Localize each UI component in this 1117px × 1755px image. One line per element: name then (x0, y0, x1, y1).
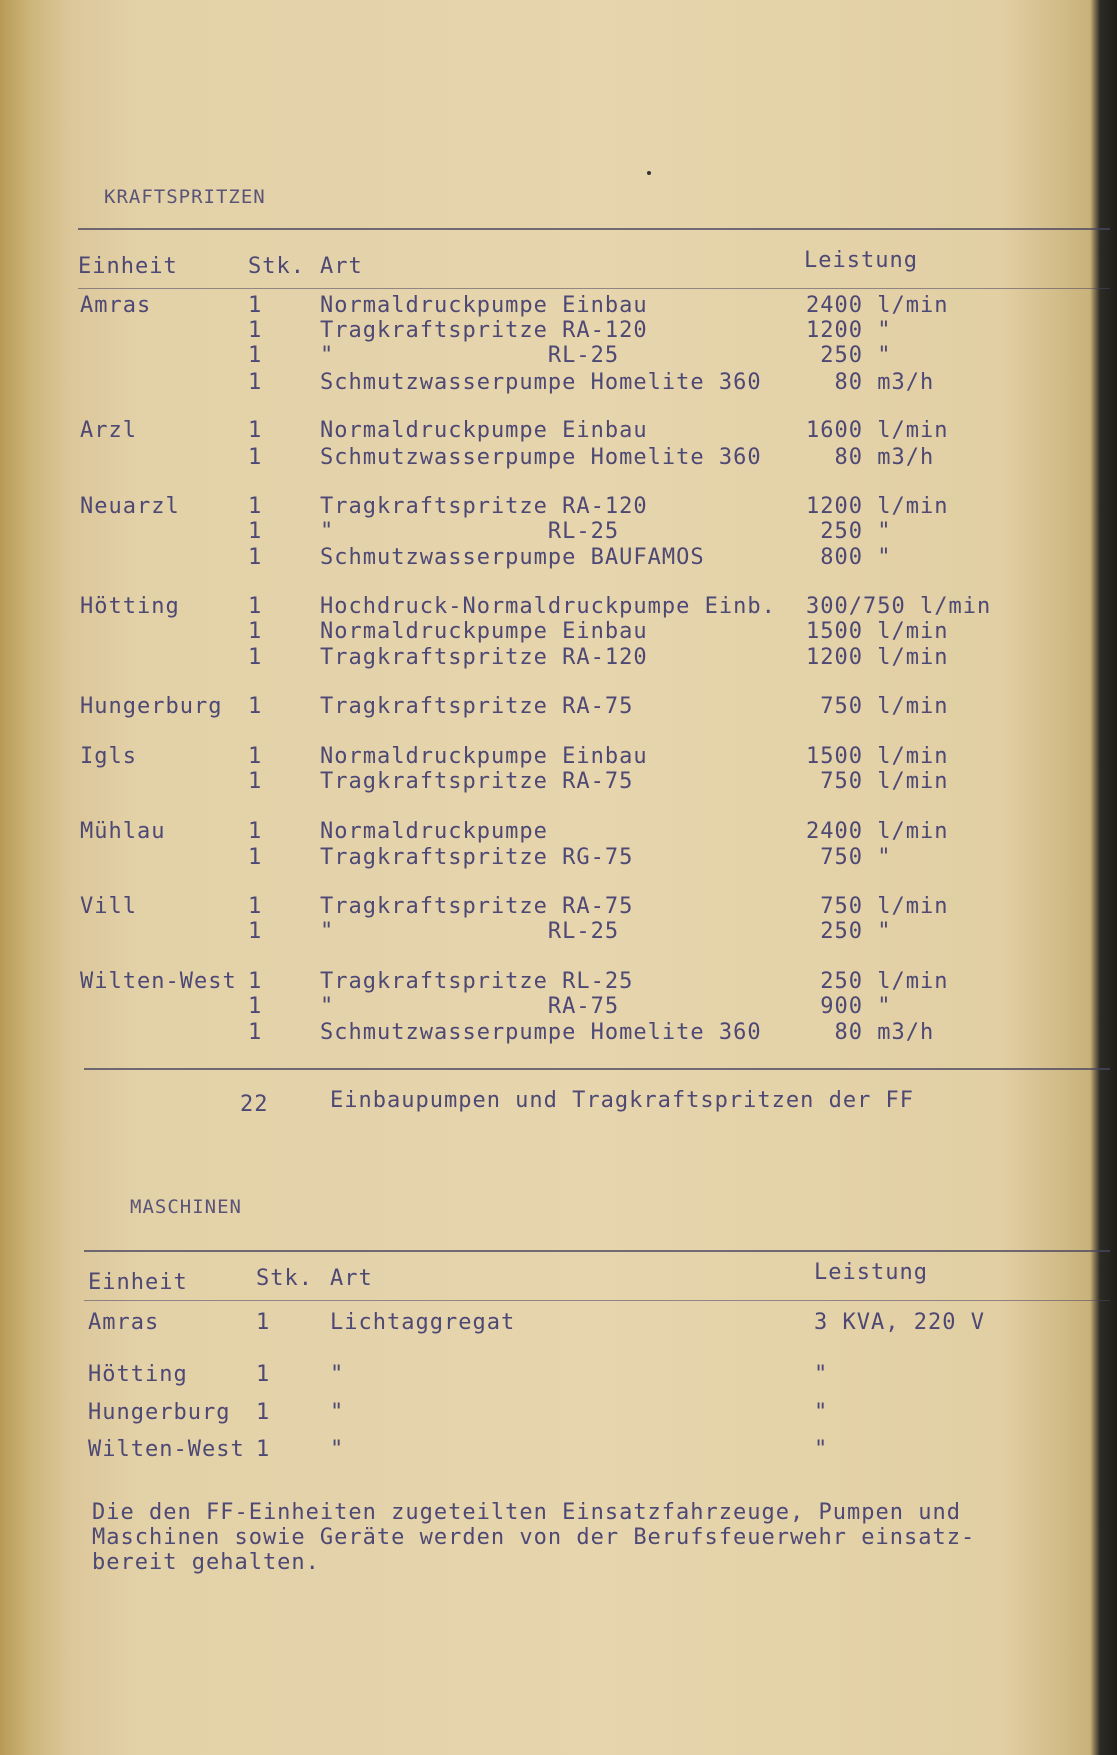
col-header-art: Art (320, 254, 363, 279)
kraft-row-leistung: 1500 l/min (806, 619, 949, 644)
kraft-row-stk: 1 (248, 845, 263, 870)
col-header-einheit: Einheit (78, 254, 178, 279)
kraft-row-art: Tragkraftspritze RL-25 (320, 969, 634, 994)
masch-row-stk: 1 (256, 1310, 271, 1335)
kraft-row-art: Tragkraftspritze RA-120 (320, 645, 648, 670)
footnote-line-1: Die den FF-Einheiten zugeteilten Einsatzfahrzeuge, Pumpen und (92, 1500, 961, 1525)
kraft-row-art: Schmutzwasserpumpe Homelite 360 (320, 370, 762, 395)
col-header-leistung: Leistung (804, 248, 918, 273)
kraft-row-stk: 1 (248, 919, 263, 944)
kraft-row-stk: 1 (248, 619, 263, 644)
kraft-row-einheit: Hötting (80, 594, 180, 619)
kraft-row-leistung: 900 " (806, 994, 892, 1019)
kraft-row-art: Normaldruckpumpe Einbau (320, 619, 648, 644)
kraft-row-leistung: 1200 " (806, 318, 892, 343)
kraft-row-leistung: 250 l/min (806, 969, 949, 994)
masch-col-header-einheit: Einheit (88, 1270, 188, 1295)
kraft-row-art: Tragkraftspritze RA-75 (320, 769, 634, 794)
kraft-row-art: Schmutzwasserpumpe BAUFAMOS (320, 545, 705, 570)
kraft-row-art: " RL-25 (320, 343, 620, 368)
footnote-line-2: Maschinen sowie Geräte werden von der Berufsfeuerwehr einsatz- (92, 1525, 976, 1550)
masch-row-art: " (330, 1362, 345, 1387)
kraft-row-einheit: Vill (80, 894, 137, 919)
section-title-kraftspritzen: KRAFTSPRITZEN (104, 186, 266, 208)
table-top-rule (78, 228, 1110, 230)
header-rule (78, 288, 1110, 289)
kraft-row-einheit: Wilten-West (80, 969, 237, 994)
kraft-row-stk: 1 (248, 370, 263, 395)
kraft-row-stk: 1 (248, 894, 263, 919)
dust-dot (647, 171, 651, 175)
kraft-row-leistung: 80 m3/h (806, 370, 935, 395)
kraft-row-art: " RL-25 (320, 919, 620, 944)
masch-row-art: Lichtaggregat (330, 1310, 516, 1335)
masch-row-art: " (330, 1437, 345, 1462)
kraft-row-einheit: Hungerburg (80, 694, 223, 719)
total-count: 22 (240, 1092, 269, 1117)
kraft-row-leistung: 1600 l/min (806, 418, 949, 443)
kraft-row-art: Hochdruck-Normaldruckpumpe Einb. (320, 594, 776, 619)
kraft-row-stk: 1 (248, 744, 263, 769)
masch-row-leistung: " (814, 1362, 829, 1387)
kraft-row-art: Tragkraftspritze RA-120 (320, 494, 648, 519)
kraft-row-einheit: Igls (80, 744, 137, 769)
kraft-row-stk: 1 (248, 318, 263, 343)
masch-row-stk: 1 (256, 1400, 271, 1425)
kraft-row-leistung: 1500 l/min (806, 744, 949, 769)
kraft-row-leistung: 750 l/min (806, 894, 949, 919)
masch-row-stk: 1 (256, 1437, 271, 1462)
kraft-row-art: Normaldruckpumpe Einbau (320, 744, 648, 769)
kraft-row-stk: 1 (248, 343, 263, 368)
masch-top-rule (84, 1250, 1110, 1252)
kraft-row-stk: 1 (248, 819, 263, 844)
masch-row-leistung: 3 KVA, 220 V (814, 1310, 985, 1335)
kraft-row-stk: 1 (248, 694, 263, 719)
kraft-row-stk: 1 (248, 594, 263, 619)
kraft-row-leistung: 750 l/min (806, 769, 949, 794)
kraft-row-leistung: 300/750 l/min (806, 594, 992, 619)
kraft-row-stk: 1 (248, 545, 263, 570)
kraft-row-leistung: 2400 l/min (806, 293, 949, 318)
kraft-row-stk: 1 (248, 445, 263, 470)
kraft-row-leistung: 2400 l/min (806, 819, 949, 844)
kraft-row-stk: 1 (248, 645, 263, 670)
masch-row-leistung: " (814, 1400, 829, 1425)
kraft-row-art: " RA-75 (320, 994, 620, 1019)
kraft-row-leistung: 250 " (806, 343, 892, 368)
kraft-row-art: Schmutzwasserpumpe Homelite 360 (320, 1020, 762, 1045)
masch-col-header-stk: Stk. (256, 1266, 313, 1291)
masch-row-leistung: " (814, 1437, 829, 1462)
masch-header-rule (84, 1300, 1110, 1301)
kraft-row-leistung: 750 " (806, 845, 892, 870)
masch-row-art: " (330, 1400, 345, 1425)
kraft-row-stk: 1 (248, 969, 263, 994)
kraft-row-stk: 1 (248, 519, 263, 544)
kraft-row-stk: 1 (248, 1020, 263, 1045)
masch-row-einheit: Wilten-West (88, 1437, 245, 1462)
kraft-row-art: Tragkraftspritze RA-75 (320, 894, 634, 919)
kraft-row-leistung: 80 m3/h (806, 445, 935, 470)
kraft-row-art: Tragkraftspritze RA-120 (320, 318, 648, 343)
kraft-row-leistung: 750 l/min (806, 694, 949, 719)
kraft-row-art: Tragkraftspritze RG-75 (320, 845, 634, 870)
footnote-line-3: bereit gehalten. (92, 1550, 320, 1575)
kraft-row-leistung: 1200 l/min (806, 645, 949, 670)
kraft-row-stk: 1 (248, 769, 263, 794)
kraft-row-art: " RL-25 (320, 519, 620, 544)
kraft-row-leistung: 800 " (806, 545, 892, 570)
kraft-row-leistung: 80 m3/h (806, 1020, 935, 1045)
kraft-row-art: Schmutzwasserpumpe Homelite 360 (320, 445, 762, 470)
kraft-row-leistung: 250 " (806, 519, 892, 544)
kraft-row-stk: 1 (248, 418, 263, 443)
kraft-row-leistung: 250 " (806, 919, 892, 944)
masch-row-stk: 1 (256, 1362, 271, 1387)
section-title-maschinen: MASCHINEN (130, 1196, 242, 1218)
kraft-row-art: Normaldruckpumpe Einbau (320, 293, 648, 318)
table-bottom-rule (84, 1068, 1110, 1070)
kraft-row-art: Tragkraftspritze RA-75 (320, 694, 634, 719)
kraft-row-einheit: Mühlau (80, 819, 166, 844)
kraft-row-einheit: Amras (80, 293, 152, 318)
masch-row-einheit: Hungerburg (88, 1400, 231, 1425)
col-header-stk: Stk. (248, 254, 305, 279)
masch-row-einheit: Amras (88, 1310, 160, 1335)
kraft-row-art: Normaldruckpumpe (320, 819, 548, 844)
kraft-row-stk: 1 (248, 293, 263, 318)
total-text: Einbaupumpen und Tragkraftspritzen der FF (330, 1088, 915, 1113)
kraft-row-stk: 1 (248, 494, 263, 519)
kraft-row-stk: 1 (248, 994, 263, 1019)
kraft-row-art: Normaldruckpumpe Einbau (320, 418, 648, 443)
masch-col-header-leistung: Leistung (814, 1260, 928, 1285)
kraft-row-einheit: Arzl (80, 418, 137, 443)
masch-col-header-art: Art (330, 1266, 373, 1291)
masch-row-einheit: Hötting (88, 1362, 188, 1387)
kraft-row-leistung: 1200 l/min (806, 494, 949, 519)
kraft-row-einheit: Neuarzl (80, 494, 180, 519)
